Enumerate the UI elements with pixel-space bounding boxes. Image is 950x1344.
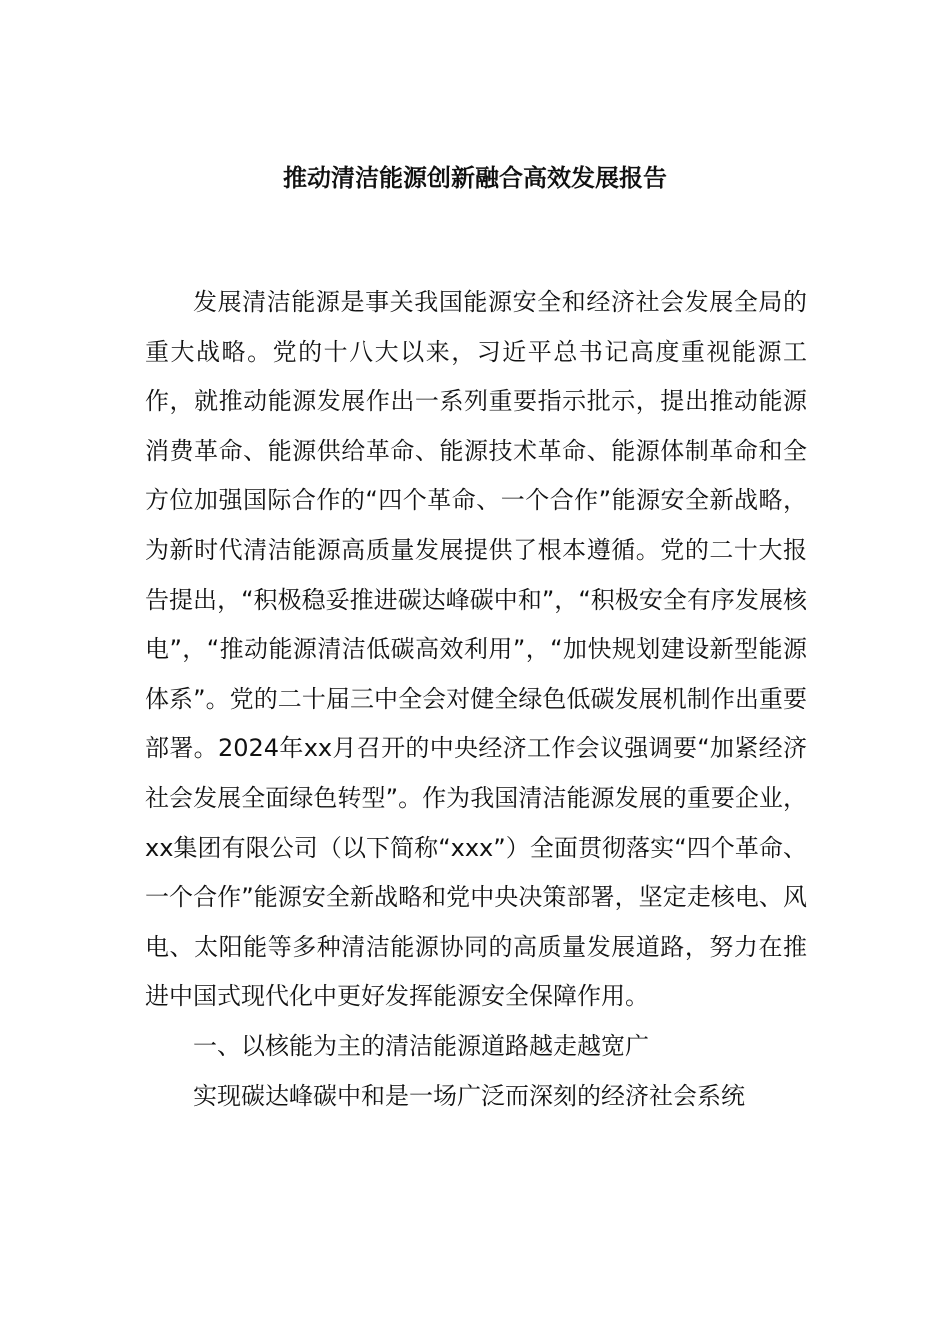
section-heading: 一、以核能为主的清洁能源道路越走越宽广 xyxy=(193,1031,649,1060)
intro-paragraph: 发展清洁能源是事关我国能源安全和经济社会发展全局的重大战略。党的十八大以来，习近平总书记高度重视能源工作，就推动能源发展作出一系列重要指示批示，提出推动能源消费革命、能源供给革命、能源技术革命、能源体制革命和全方位加强国际合作的“四个革命、一个合作”能源安全新战略，为新时代清洁能源高质量发展提供了根本遵循。党的二十大报告提出，“积极稳妥推进碳达峰碳中和”，“积极安全有序发展核电”，“推动能源清洁低碳高效利用”，“加快规划建设新型能源体系”。党的二十届三中全会对健全绿色低碳发展机制作出重要部署。2024年xx月召开的中央经济工作会议强调要“加紧经济社会发展全面绿色转型”。作为我国清洁能源发展的重要企业，xx集团有限公司（以下简称“xxx”）全面贯彻落实“四个革命、一个合作”能源安全新战略和党中央决策部署，坚定走核电、风电、太阳能等多种清洁能源协同的高质量发展道路，努力在推进中国式现代化中更好发挥能源安全保障作用。 xyxy=(145,288,807,1011)
document-title: 推动清洁能源创新融合高效发展报告 xyxy=(283,164,667,192)
document-body xyxy=(145,278,807,1121)
section-paragraph: 实现碳达峰碳中和是一场广泛而深刻的经济社会系统 xyxy=(193,1081,745,1110)
